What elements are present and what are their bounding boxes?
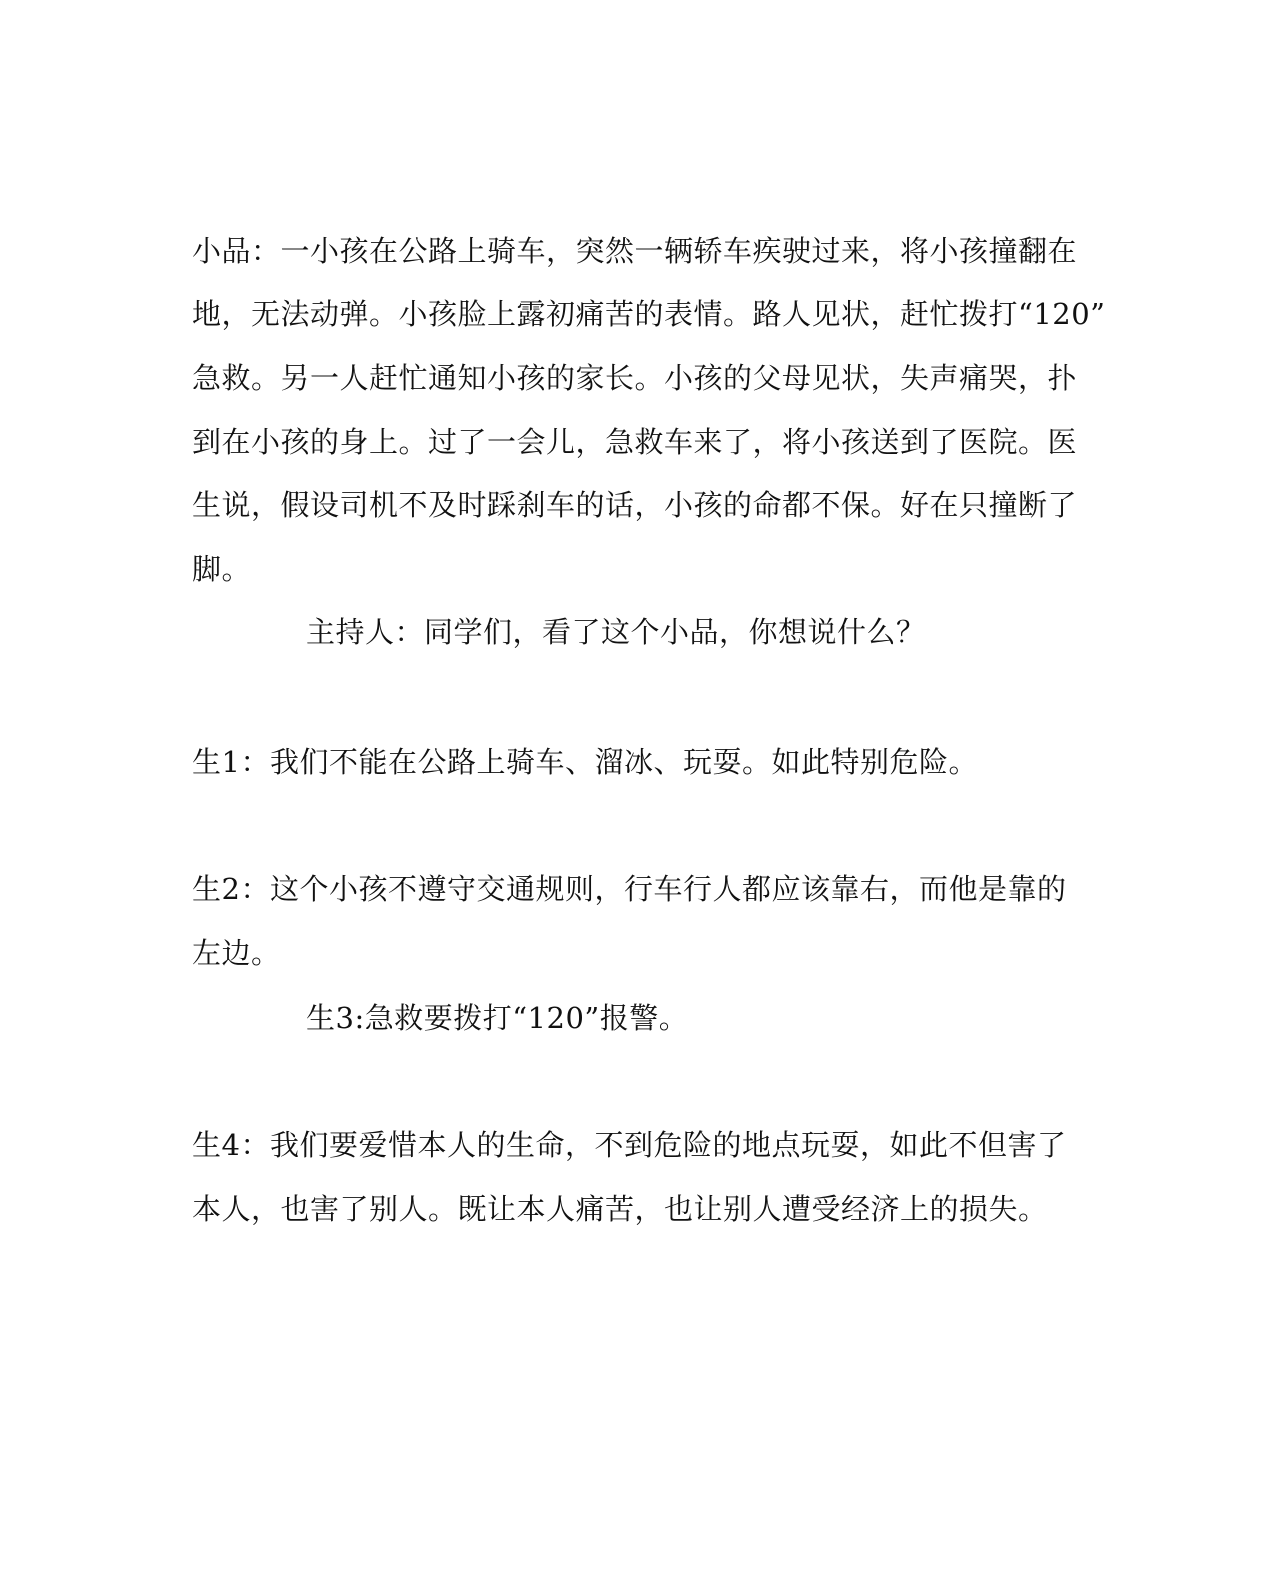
student-2-answer-line-2: 左边。 — [192, 936, 281, 970]
host-question: 主持人：同学们，看了这个小品，你想说什么？ — [306, 615, 926, 649]
paragraph-skit-line-4: 到在小孩的身上。过了一会儿，急救车来了，将小孩送到了医院。医 — [192, 425, 1078, 459]
student-1-answer: 生1：我们不能在公路上骑车、溜冰、玩耍。如此特别危险。 — [192, 745, 978, 779]
paragraph-skit-line-1: 小品：一小孩在公路上骑车，突然一辆轿车疾驶过来，将小孩撞翻在 — [192, 234, 1078, 268]
student-2-answer-line-1: 生2：这个小孩不遵守交通规则，行车行人都应该靠右，而他是靠的 — [192, 872, 1067, 906]
student-4-answer-line-1: 生4：我们要爱惜本人的生命，不到危险的地点玩耍，如此不但害了 — [192, 1128, 1067, 1162]
paragraph-skit-line-3: 急救。另一人赶忙通知小孩的家长。小孩的父母见状，失声痛哭，扑 — [192, 361, 1078, 395]
paragraph-skit-line-5: 生说，假设司机不及时踩刹车的话，小孩的命都不保。好在只撞断了 — [192, 488, 1078, 522]
paragraph-skit-line-6: 脚。 — [192, 552, 252, 586]
student-4-answer-line-2: 本人，也害了别人。既让本人痛苦，也让别人遭受经济上的损失。 — [192, 1192, 1048, 1226]
paragraph-skit-line-2: 地，无法动弹。小孩脸上露初痛苦的表情。路人见状，赶忙拨打“120” — [192, 297, 1106, 331]
student-3-answer: 生3:急救要拨打“120”报警。 — [306, 1001, 689, 1035]
